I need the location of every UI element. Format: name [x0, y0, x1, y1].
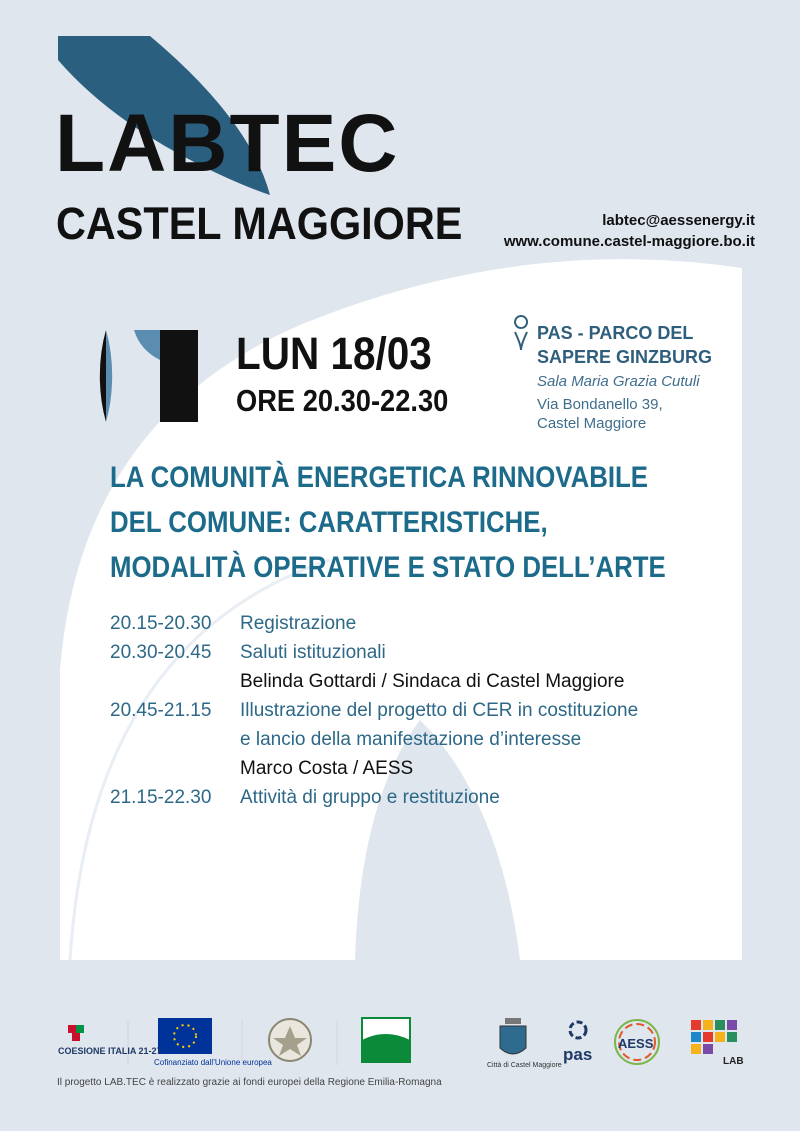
- digit-one-stem: [160, 330, 198, 422]
- eu-flag-icon: [158, 1018, 212, 1054]
- venue-name-line-1: PAS - PARCO DEL: [537, 323, 694, 343]
- event-time: ORE 20.30-22.30: [236, 383, 449, 418]
- event-title-line-1: LA COMUNITÀ ENERGETICA RINNOVABILE: [110, 461, 648, 494]
- venue-address-line-1: Via Bondanello 39,: [537, 396, 663, 413]
- agenda-item: Illustrazione del progetto di CER in costituzione: [240, 700, 639, 721]
- agenda-time: 20.30-20.45: [110, 642, 212, 663]
- agenda-item: Saluti istituzionali: [240, 642, 386, 663]
- lab-caption: LAB: [723, 1056, 744, 1067]
- brand-title: LABTEC: [55, 98, 400, 189]
- labtec-logo-icon: [691, 1020, 737, 1054]
- coesione-caption: COESIONE ITALIA 21-27: [58, 1046, 162, 1056]
- comune-caption: Città di Castel Maggiore: [487, 1062, 562, 1069]
- event-title-line-3: MODALITÀ OPERATIVE E STATO DELL’ARTE: [110, 551, 666, 584]
- italian-republic-emblem-icon: [269, 1019, 311, 1061]
- coesione-logo-icon: [68, 1025, 84, 1041]
- agenda-time: 20.15-20.30: [110, 613, 212, 634]
- agenda-item-continued: e lancio della manifestazione d’interesse: [240, 729, 582, 750]
- agenda-item: Attività di gruppo e restituzione: [240, 787, 500, 808]
- venue-hall: Sala Maria Grazia Cutuli: [537, 373, 700, 390]
- venue-name-line-2: SAPERE GINZBURG: [537, 347, 713, 367]
- agenda-time: 20.45-21.15: [110, 700, 212, 721]
- emilia-romagna-logo-icon: [362, 1018, 410, 1062]
- eu-caption: Cofinanziato dall’Unione europea: [154, 1058, 272, 1067]
- contact-email[interactable]: labtec@aessenergy.it: [602, 212, 755, 229]
- event-title-line-2: DEL COMUNE: CARATTERISTICHE,: [110, 506, 548, 539]
- venue-address-line-2: Castel Maggiore: [537, 415, 647, 432]
- agenda-speaker: Belinda Gottardi / Sindaca di Castel Maggiore: [240, 671, 625, 692]
- digit-zero-left-half: [100, 330, 106, 422]
- digit-zero-right-half: [106, 330, 112, 422]
- contact-website[interactable]: www.comune.castel-maggiore.bo.it: [503, 233, 755, 250]
- castel-maggiore-crest-icon: [500, 1018, 526, 1054]
- agenda-time: 21.15-22.30: [110, 787, 212, 808]
- agenda-item: Registrazione: [240, 613, 357, 634]
- pas-caption: pas: [563, 1045, 593, 1064]
- event-date: LUN 18/03: [236, 328, 432, 379]
- digit-one-flag: [134, 330, 160, 360]
- footer-note: Il progetto LAB.TEC è realizzato grazie ai fondi europei della Regione Emilia-Romagna: [57, 1077, 442, 1088]
- agenda-speaker: Marco Costa / AESS: [240, 758, 414, 779]
- aess-caption: AESS: [618, 1036, 654, 1051]
- pas-logo-icon: [570, 1022, 586, 1038]
- brand-subtitle: CASTEL MAGGIORE: [56, 198, 463, 249]
